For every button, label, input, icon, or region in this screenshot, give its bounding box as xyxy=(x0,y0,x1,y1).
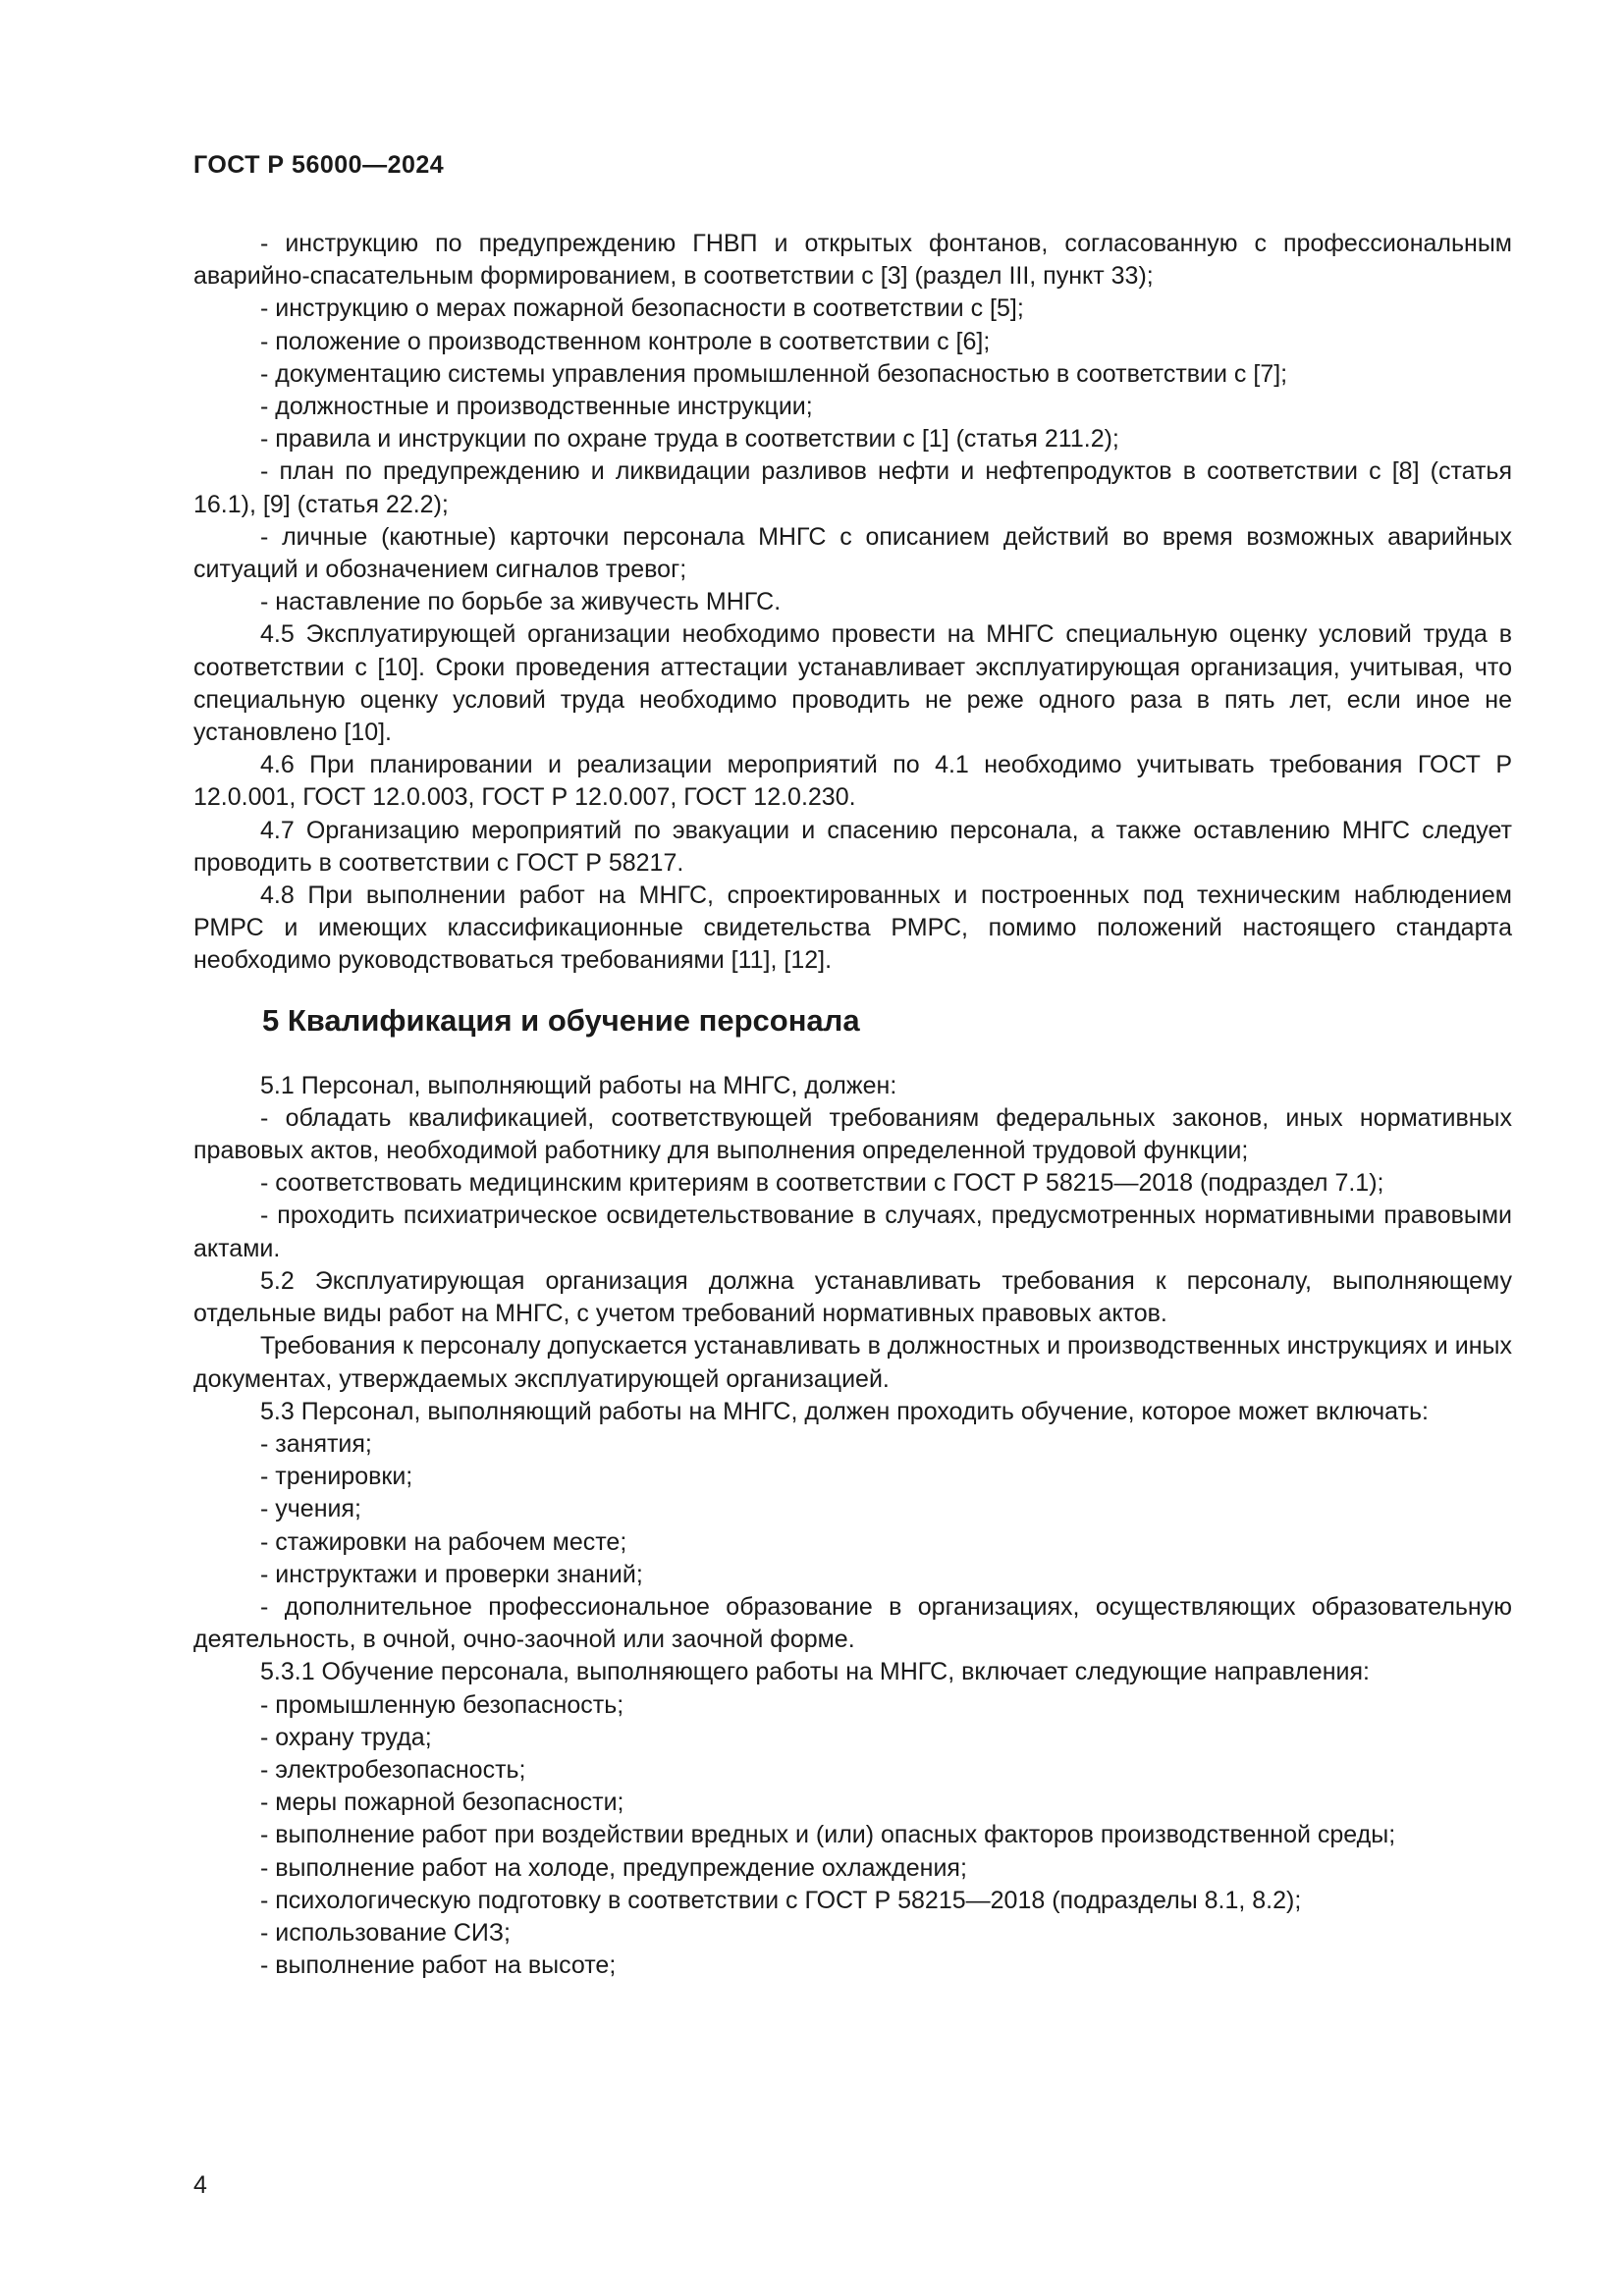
list-item-personnel-cards: - личные (каютные) карточки персонала МНГС с описанием действий во время возможных аварийных ситуаций и обозначением сигналов тревог; xyxy=(193,522,1512,584)
list-item-safety-management-docs: - документацию системы управления промышленной безопасностью в соответствии с [7]; xyxy=(260,359,1288,388)
list-item-labor-protection: - охрану труда; xyxy=(260,1723,432,1751)
list-item-hazardous-factors: - выполнение работ при воздействии вредных и (или) опасных факторов производственной среды; xyxy=(260,1821,1396,1849)
list-item-psychological-training: - психологическую подготовку в соответствии с ГОСТ Р 58215—2018 (подразделы 8.1, 8.2); xyxy=(260,1886,1302,1914)
list-item-job-instructions: - должностные и производственные инструкции; xyxy=(260,393,813,421)
list-item-trainings: - тренировки; xyxy=(260,1463,413,1491)
list-item-medical-criteria: - соответствовать медицинским критериям в соответствии с ГОСТ Р 58215—2018 (подраздел 7.1); xyxy=(260,1169,1384,1198)
page-number: 4 xyxy=(193,2171,207,2199)
paragraph-requirements: Требования к персоналу допускается устанавливать в должностных и производственных инструкциях и иных документах, утверждаемых эксплуатирующей организацией. xyxy=(193,1332,1512,1393)
list-item-fire-safety: - меры пожарной безопасности; xyxy=(260,1789,624,1817)
paragraph-5-2: 5.2 Эксплуатирующая организация должна устанавливать требования к персоналу, выполняющему отдельные виды работ на МНГС, с учетом требований нормативных правовых актов. xyxy=(193,1266,1512,1328)
list-item-production-control: - положение о производственном контроле в соответствии с [6]; xyxy=(260,327,991,355)
list-item-electrical-safety: - электробезопасность; xyxy=(260,1755,526,1784)
list-item-drills: - учения; xyxy=(260,1495,361,1523)
list-item-psychiatric-exam: - проходить психиатрическое освидетельствование в случаях, предусмотренных нормативными правовыми актами. xyxy=(193,1201,1512,1262)
list-item-qualification: - обладать квалификацией, соответствующей требованиям федеральных законов, иных нормативных правовых актов, необходимой работнику для выполнения определенной трудовой функции; xyxy=(193,1103,1512,1165)
section-5-title: 5 Квалификация и обучение персонала xyxy=(262,1002,860,1038)
list-item-gnvp-instruction: - инструкцию по предупреждению ГНВП и открытых фонтанов, согласованную с профессиональным аварийно-спасательным формированием, в соответствии с [3] (раздел III, пункт 33); xyxy=(193,230,1512,291)
list-item-fire-safety-instruction: - инструкцию о мерах пожарной безопасности в соответствии с [5]; xyxy=(260,294,1024,323)
paragraph-4-5: 4.5 Эксплуатирующей организации необходимо провести на МНГС специальную оценку условий труда в соответствии с [10]. Сроки проведения аттестации устанавливает эксплуатирующая организация, учитывая, что специальную оценку условий труда необходимо проводить не реже одного раза в пять лет, если иное не установлено [10]. xyxy=(193,620,1512,747)
list-item-internships: - стажировки на рабочем месте; xyxy=(260,1527,627,1556)
paragraph-4-6: 4.6 При планировании и реализации мероприятий по 4.1 необходимо учитывать требования ГОСТ Р 12.0.001, ГОСТ 12.0.003, ГОСТ Р 12.0.007, ГОСТ 12.0.230. xyxy=(193,751,1512,812)
paragraph-5-3-1: 5.3.1 Обучение персонала, выполняющего работы на МНГС, включает следующие направления: xyxy=(260,1658,1370,1686)
list-item-classes: - занятия; xyxy=(260,1429,372,1458)
paragraph-4-8: 4.8 При выполнении работ на МНГС, спроектированных и построенных под техническим наблюдением РМРС и имеющих классификационные свидетельства РМРС, помимо положений настоящего стандарта необходимо руководствоваться требованиями [11], [12]. xyxy=(193,881,1512,975)
document-body xyxy=(193,228,1512,1982)
list-item-oil-spill-plan: - план по предупреждению и ликвидации разливов нефти и нефтепродуктов в соответствии с [8] (статья 16.1), [9] (статья 22.2); xyxy=(193,457,1512,518)
paragraph-4-7: 4.7 Организацию мероприятий по эвакуации и спасению персонала, а также оставлению МНГС следует проводить в соответствии с ГОСТ Р 58217. xyxy=(193,816,1512,877)
list-item-briefings: - инструктажи и проверки знаний; xyxy=(260,1560,643,1588)
list-item-cold-work: - выполнение работ на холоде, предупреждение охлаждения; xyxy=(260,1853,967,1882)
list-item-industrial-safety: - промышленную безопасность; xyxy=(260,1690,624,1719)
list-item-work-at-height: - выполнение работ на высоте; xyxy=(260,1951,617,1980)
list-item-survivability-manual: - наставление по борьбе за живучесть МНГС. xyxy=(260,588,782,616)
list-item-additional-education: - дополнительное профессиональное образование в организациях, осуществляющих образовательную деятельность, в очной, очно-заочной или заочной форме. xyxy=(193,1592,1512,1654)
document-code-header: ГОСТ Р 56000—2024 xyxy=(193,151,445,179)
list-item-labor-protection-rules: - правила и инструкции по охране труда в соответствии с [1] (статья 211.2); xyxy=(260,425,1119,454)
paragraph-5-1: 5.1 Персонал, выполняющий работы на МНГС, должен: xyxy=(260,1071,897,1099)
list-item-ppe-use: - использование СИЗ; xyxy=(260,1918,511,1947)
paragraph-5-3: 5.3 Персонал, выполняющий работы на МНГС, должен проходить обучение, которое может включать: xyxy=(260,1397,1429,1425)
